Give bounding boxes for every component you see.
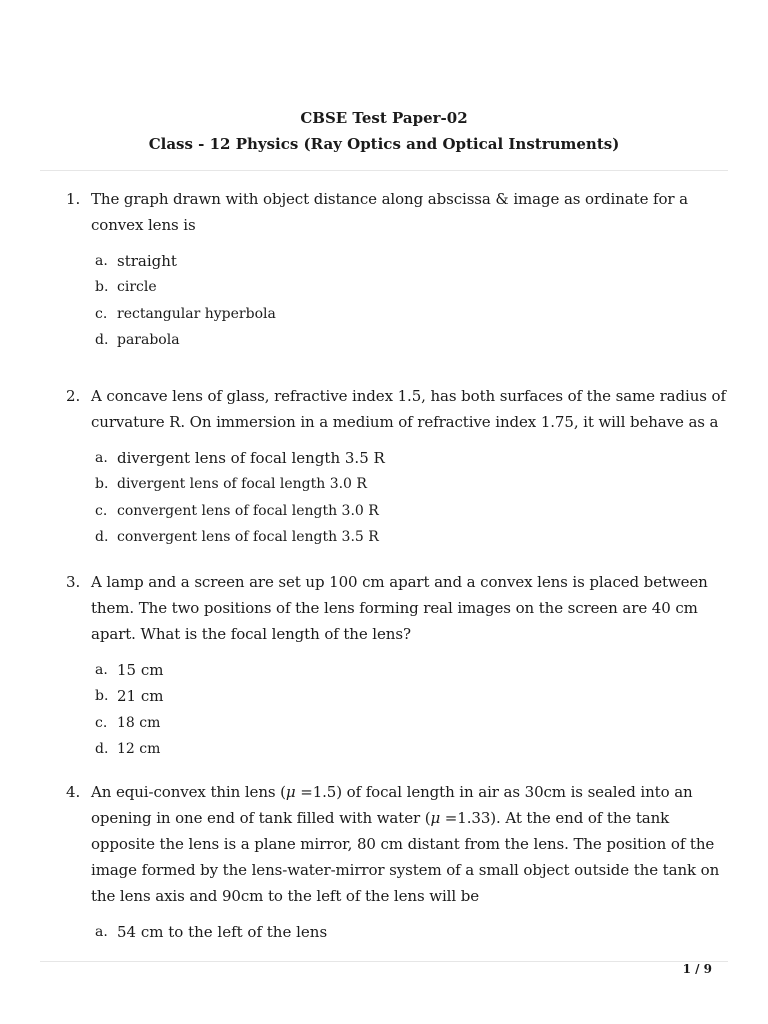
option-d <box>0 524 768 550</box>
option-a <box>0 657 768 683</box>
paper-header <box>0 106 768 156</box>
question-text-part: =1.5) of focal length in air as 30cm is sealed into an opening in one end of tank filled with water ( <box>91 783 693 827</box>
option-b <box>0 274 768 300</box>
option-text: convergent lens of focal length 3.5 R <box>117 528 379 545</box>
option-letter: c. <box>95 502 108 519</box>
option-text: rectangular hyperbola <box>117 305 276 322</box>
option-text: convergent lens of focal length 3.0 R <box>117 502 379 519</box>
question-number: 3. <box>66 573 81 591</box>
option-c <box>0 301 768 327</box>
question-text: The graph drawn with object distance along abscissa & image as ordinate for a convex lens is <box>91 190 688 234</box>
mu-symbol: μ <box>285 783 296 801</box>
option-letter: b. <box>95 476 109 493</box>
option-text: straight <box>117 252 177 270</box>
option-letter: d. <box>95 528 109 545</box>
option-list <box>0 657 768 762</box>
option-letter: d. <box>95 331 109 348</box>
question-number: 4. <box>66 783 81 801</box>
option-c <box>0 498 768 524</box>
option-text: 12 cm <box>117 740 161 757</box>
option-list <box>0 445 768 550</box>
option-c <box>0 710 768 736</box>
option-letter: a. <box>95 450 108 466</box>
option-text: 18 cm <box>117 714 161 731</box>
option-letter: b. <box>95 688 109 705</box>
option-letter: d. <box>95 740 109 757</box>
option-text: divergent lens of focal length 3.0 R <box>117 476 367 493</box>
option-letter: a. <box>95 253 108 269</box>
option-list <box>0 248 768 353</box>
option-letter: b. <box>95 279 109 296</box>
option-a <box>0 445 768 471</box>
question-text-part: An equi-convex thin lens ( <box>91 783 286 801</box>
option-letter: c. <box>95 714 108 731</box>
option-a <box>0 919 768 945</box>
option-d <box>0 736 768 762</box>
question-4 <box>0 779 768 945</box>
option-d <box>0 327 768 353</box>
question-1 <box>0 186 768 383</box>
option-letter: a. <box>95 924 108 940</box>
footer-divider <box>40 961 728 962</box>
option-text: 21 cm <box>117 687 164 706</box>
option-text: parabola <box>117 331 180 348</box>
option-text: 54 cm to the left of the lens <box>117 923 328 941</box>
question-text: A lamp and a screen are set up 100 cm apart and a convex lens is placed between them. The two positions of the lens forming real images on the screen are 40 cm apart. What is the focal length of the lens? <box>91 573 708 643</box>
option-a <box>0 248 768 274</box>
option-letter: a. <box>95 662 108 678</box>
option-letter: c. <box>95 305 108 322</box>
page-number: 1 / 9 <box>682 962 712 976</box>
question-3 <box>0 569 768 779</box>
question-text <box>91 779 731 909</box>
question-text: A concave lens of glass, refractive index 1.5, has both surfaces of the same radius of curvature R. On immersion in a medium of refractive index 1.75, it will behave as a <box>91 387 726 431</box>
question-number: 1. <box>66 190 81 208</box>
option-text: circle <box>117 279 157 296</box>
question-2 <box>0 383 768 569</box>
question-list <box>0 186 768 945</box>
option-text: divergent lens of focal length 3.5 R <box>117 449 385 467</box>
paper-title: CBSE Test Paper-02 <box>300 109 468 127</box>
option-text: 15 cm <box>117 661 164 679</box>
question-number: 2. <box>66 387 81 405</box>
question-text-part: =1.33). At the end of the tank opposite the lens is a plane mirror, 80 cm distant from the lens. The position of the image formed by the lens-water-mirror system of a small object outside the tank on the lens axis and 90cm to the left of the lens will be <box>91 809 720 905</box>
paper-subtitle: Class - 12 Physics (Ray Optics and Optical Instruments) <box>148 135 620 153</box>
option-b <box>0 683 768 709</box>
option-b <box>0 471 768 497</box>
mu-symbol: μ <box>430 809 441 827</box>
option-list <box>0 919 768 945</box>
header-divider <box>40 170 728 171</box>
